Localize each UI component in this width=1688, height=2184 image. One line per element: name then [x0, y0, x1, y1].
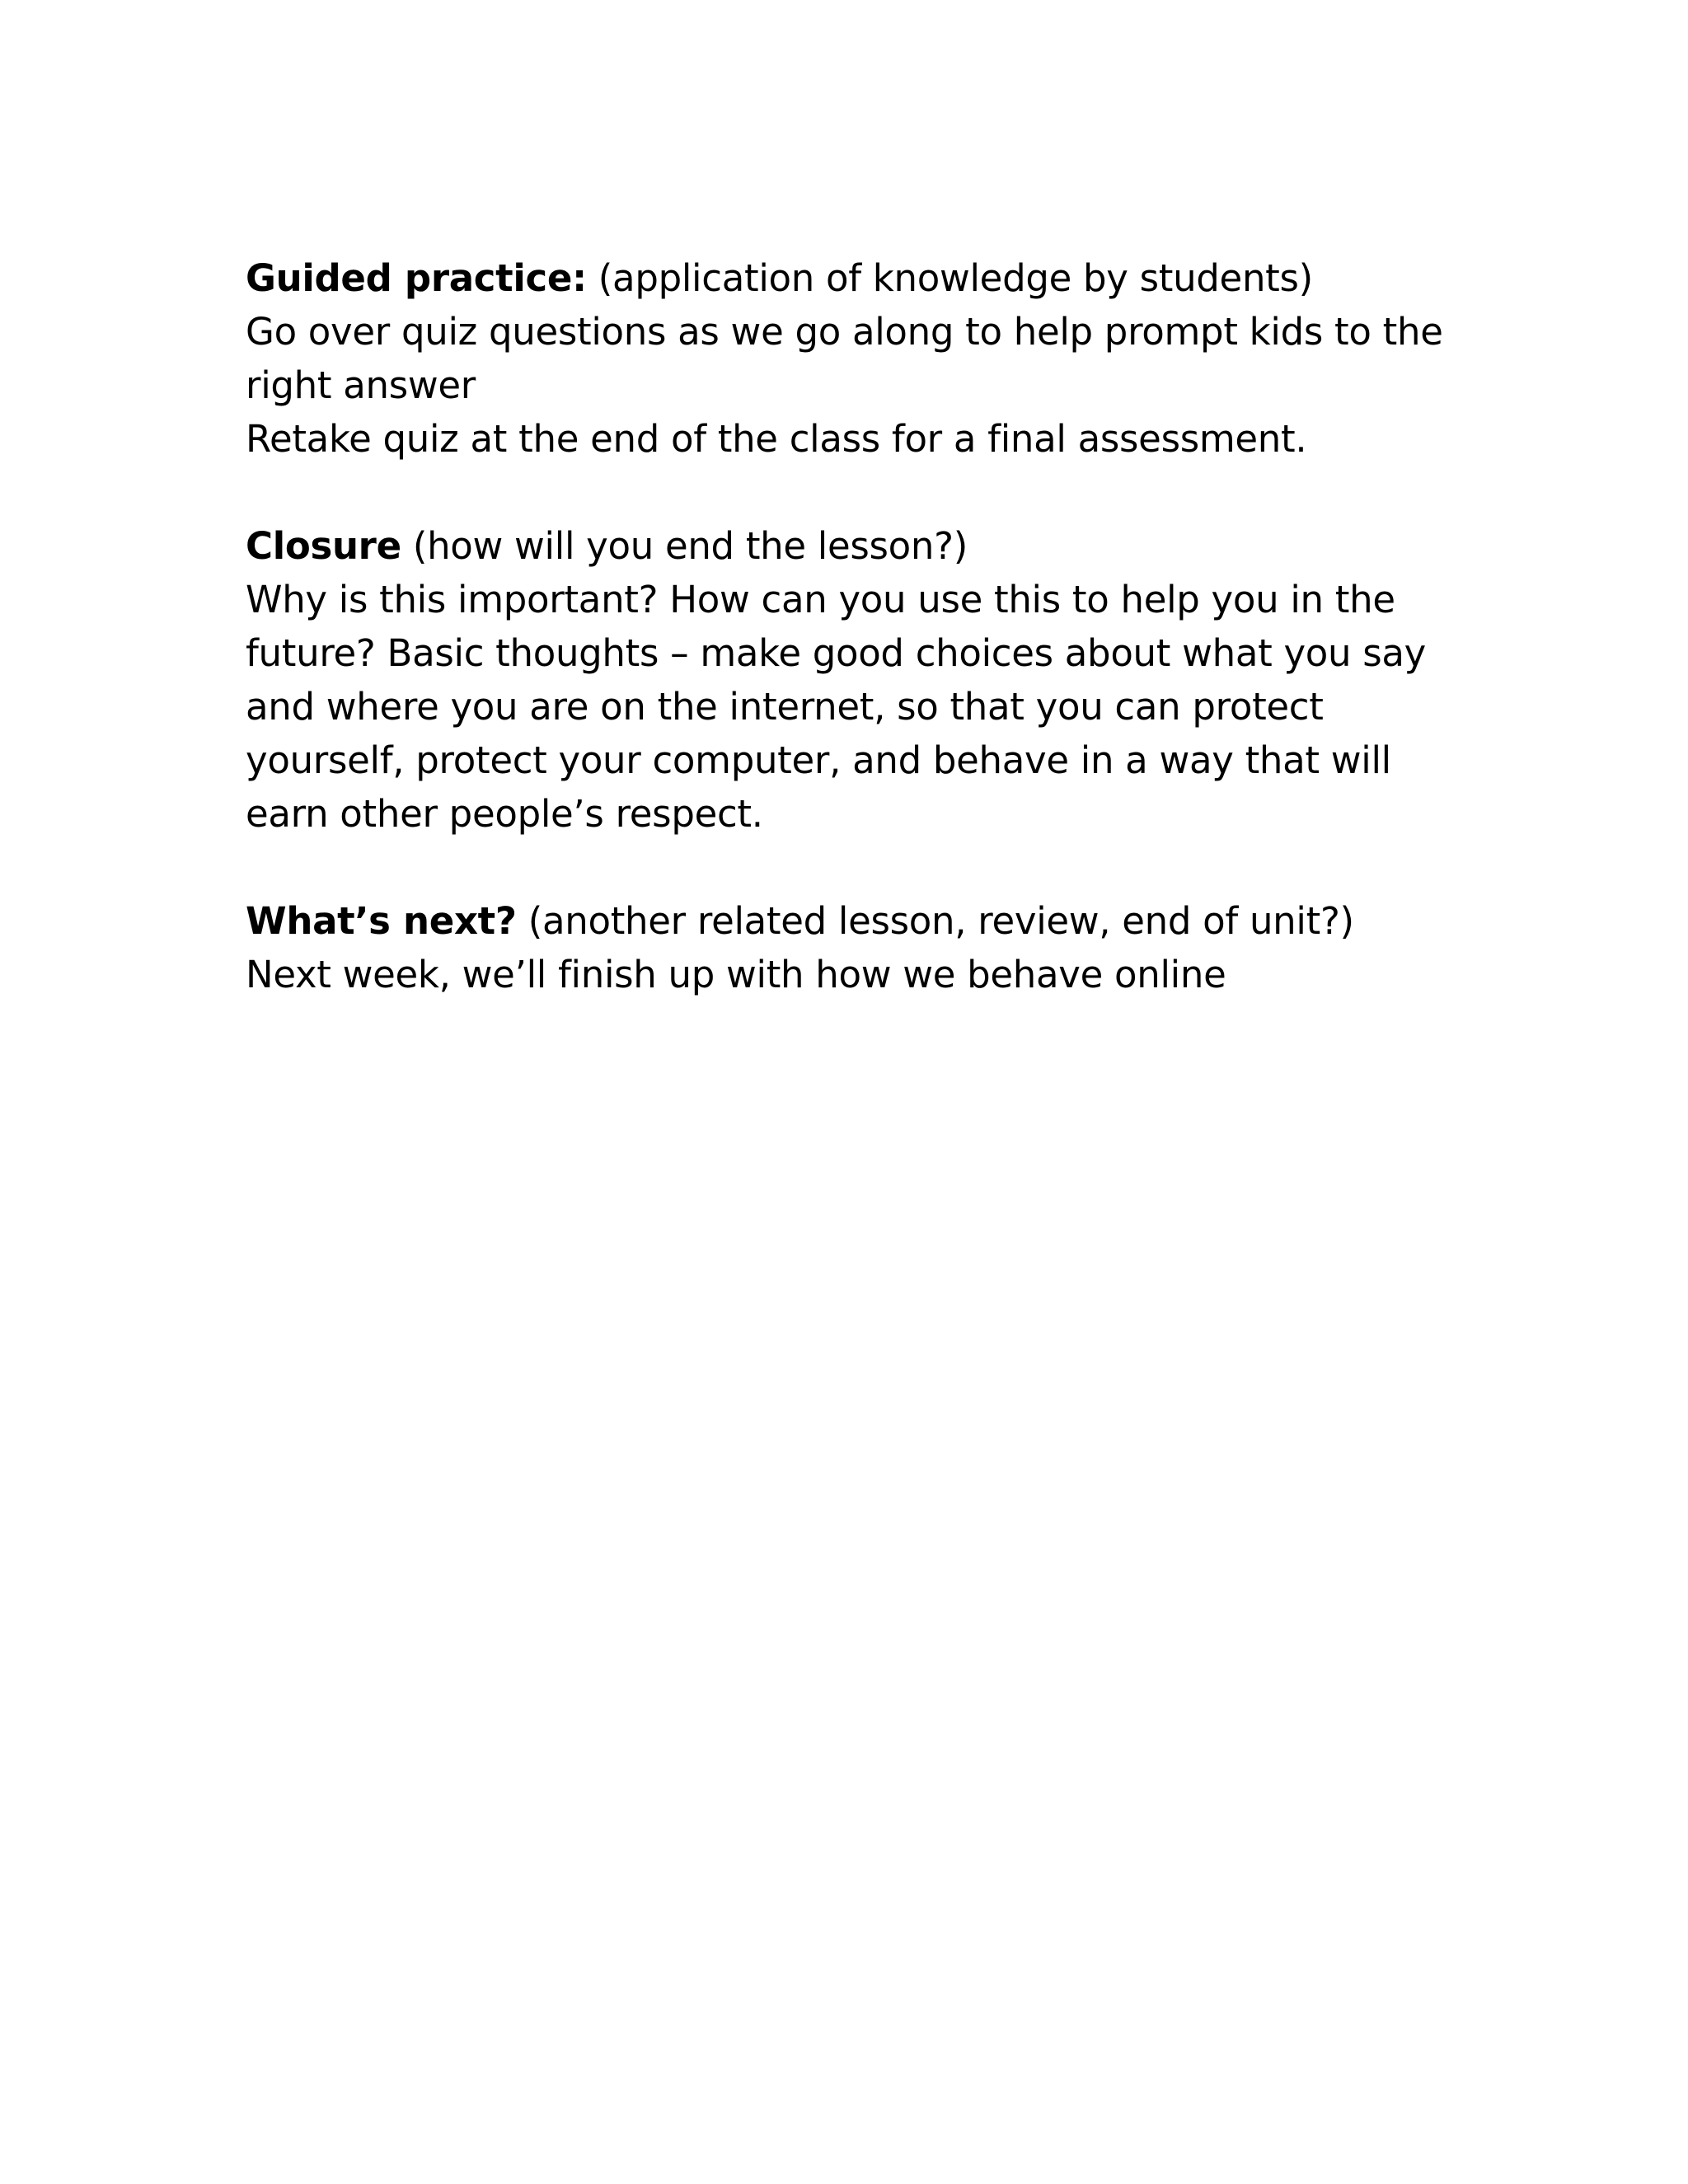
closure-line: future? Basic thoughts – make good choices about what you say [246, 631, 1427, 675]
closure-line: Why is this important? How can you use this to help you in the [246, 578, 1395, 621]
section-spacer [246, 466, 1432, 519]
guided-practice-line: Go over quiz questions as we go along to help prompt kids to the [246, 310, 1443, 354]
guided-practice-line: right answer [246, 363, 476, 407]
closure-section [246, 519, 1432, 841]
whats-next-section [246, 894, 1432, 1001]
closure-note: (how will you end the lesson?) [412, 524, 968, 568]
closure-line: yourself, protect your computer, and behave in a way that will [246, 738, 1391, 782]
whats-next-line: Next week, we’ll finish up with how we behave online [246, 953, 1226, 996]
whats-next-heading: What’s next? [246, 899, 517, 943]
whats-next-header [246, 894, 1432, 948]
lesson-plan-content [246, 251, 1443, 1001]
guided-practice-note: (application of knowledge by students) [598, 256, 1313, 300]
guided-practice-line: Retake quiz at the end of the class for a final assessment. [246, 417, 1307, 461]
closure-line: earn other people’s respect. [246, 792, 763, 836]
guided-practice-header [246, 251, 1432, 305]
closure-line: and where you are on the internet, so that you can protect [246, 685, 1324, 729]
closure-header [246, 519, 1432, 573]
whats-next-note: (another related lesson, review, end of unit?) [528, 899, 1354, 943]
guided-practice-heading: Guided practice: [246, 256, 587, 300]
closure-heading: Closure [246, 524, 401, 568]
section-spacer [246, 841, 1432, 894]
guided-practice-section [246, 251, 1443, 466]
